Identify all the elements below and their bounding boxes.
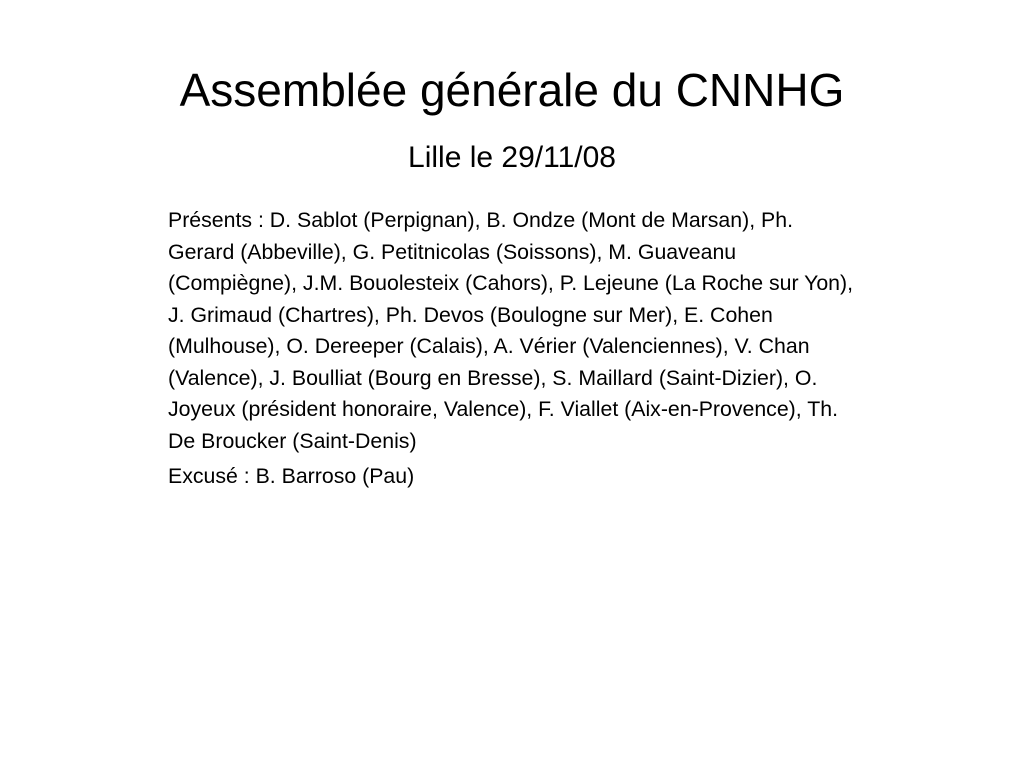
slide-subtitle: Lille le 29/11/08 [408,141,616,174]
slide-title: Assemblée générale du CNNHG [179,64,845,116]
slide-body [168,205,868,497]
excused-paragraph: Excusé : B. Barroso (Pau) [168,464,415,488]
attendees-paragraph: Présents : D. Sablot (Perpignan), B. Ondze (Mont de Marsan), Ph. Gerard (Abbeville), G. Petitnicolas (Soissons), M. Guaveanu (Compiègne), J.M. Bouolesteix (Cahors), P. Lejeune (La Roche sur Yon), J. Grimaud (Chartres), Ph. Devos (Boulogne sur Mer), E. Cohen (Mulhouse), O. Dereeper (Calais), A. Vérier (Valenciennes), V. Chan (Valence), J. Boulliat (Bourg en Bresse), S. Maillard (Saint-Dizier), O. Joyeux (président honoraire, Valence), F. Viallet (Aix-en-Provence), Th. De Broucker (Saint-Denis) [168,208,854,453]
title-block [0,62,1024,176]
